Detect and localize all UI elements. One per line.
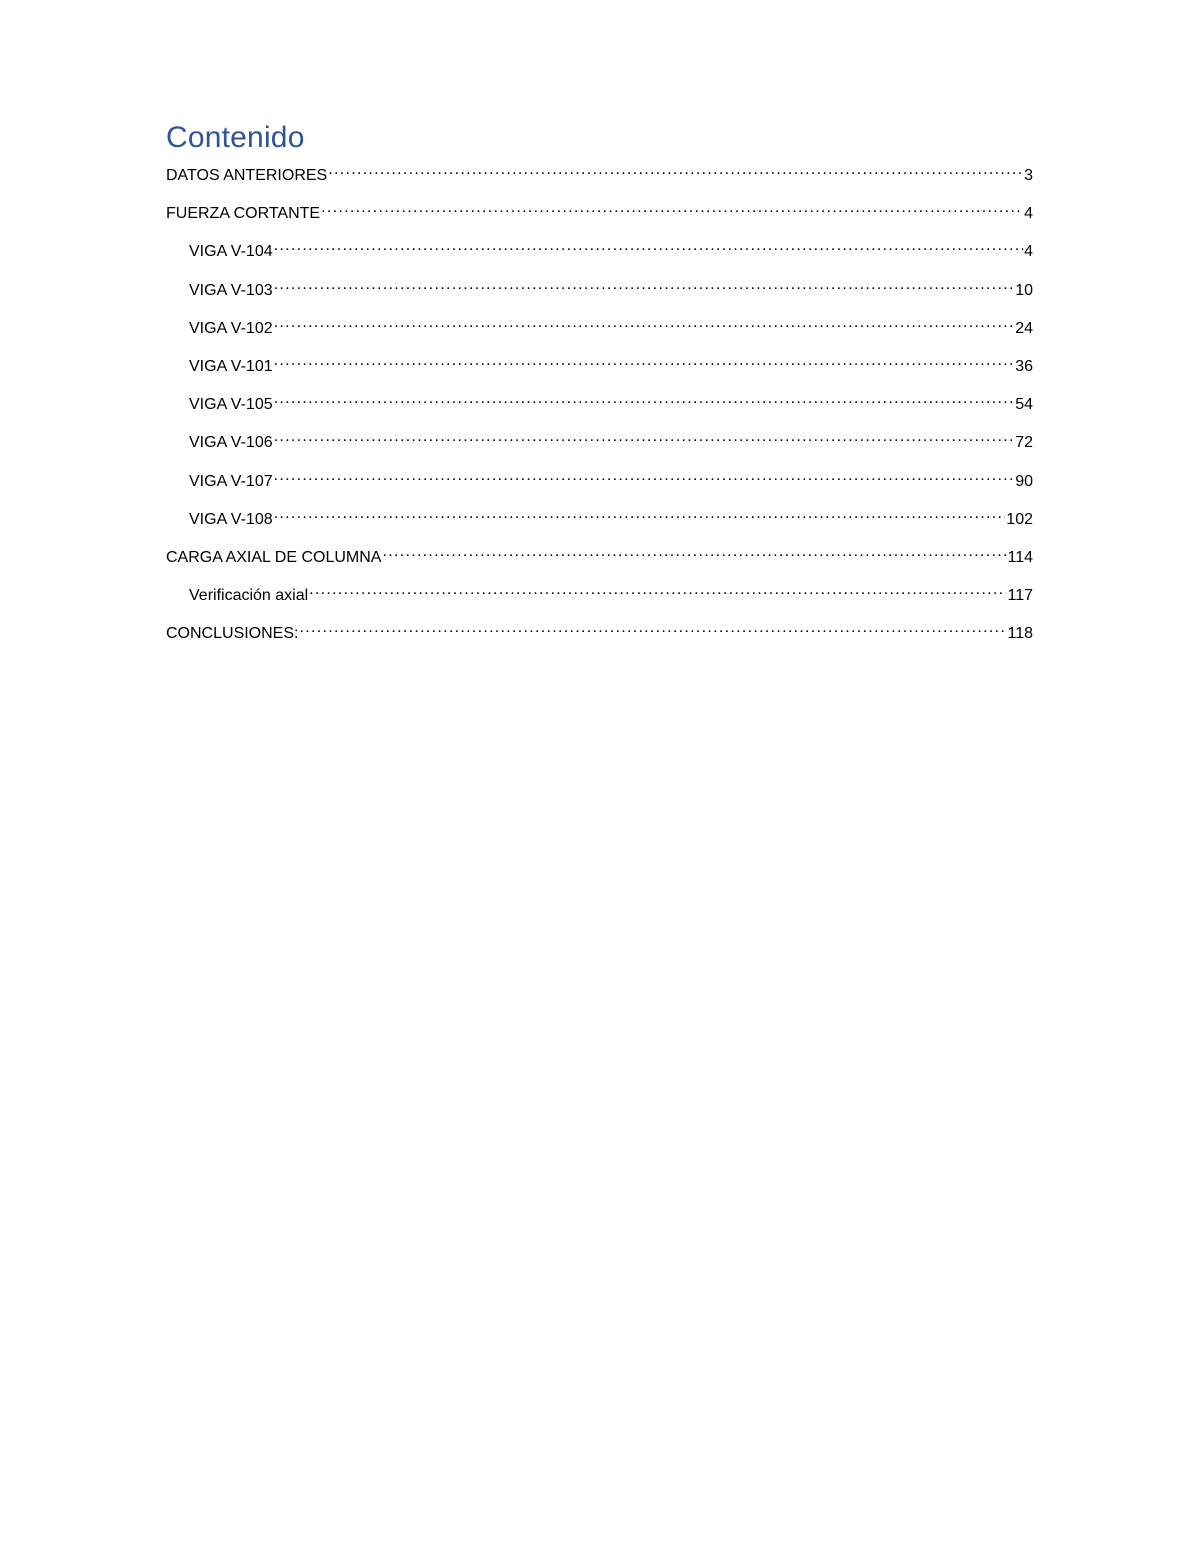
toc-dot-leader — [274, 389, 1015, 409]
toc-dot-leader — [274, 275, 1015, 295]
toc-entry-page: 36 — [1015, 357, 1033, 375]
toc-entry-page: 4 — [1024, 243, 1033, 261]
toc-dot-leader — [321, 198, 1023, 218]
toc-entry-viga-v-101[interactable] — [166, 351, 1033, 389]
toc-entry-label: VIGA V-104 — [189, 243, 273, 261]
toc-entry-page: 90 — [1015, 472, 1033, 490]
toc-entry-page: 102 — [1006, 510, 1033, 528]
toc-entry-viga-v-105[interactable] — [166, 389, 1033, 427]
toc-dot-leader — [274, 236, 1023, 256]
toc-entry-conclusiones[interactable] — [166, 618, 1033, 656]
toc-entry-viga-v-104[interactable] — [166, 236, 1033, 274]
toc-entry-label: VIGA V-103 — [189, 281, 273, 299]
toc-entry-label: VIGA V-106 — [189, 434, 273, 452]
toc-entry-carga-axial-de-columna[interactable] — [166, 542, 1033, 580]
toc-dot-leader — [274, 313, 1015, 333]
toc-entry-page: 72 — [1015, 434, 1033, 452]
toc-entry-label: Verificación axial — [189, 587, 309, 605]
toc-entry-fuerza-cortante[interactable] — [166, 198, 1033, 236]
toc-entry-label: VIGA V-107 — [189, 472, 273, 490]
toc-entry-viga-v-106[interactable] — [166, 427, 1033, 465]
toc-entry-page: 24 — [1015, 319, 1033, 337]
toc-entry-viga-v-103[interactable] — [166, 275, 1033, 313]
toc-entry-label: CONCLUSIONES: — [166, 625, 299, 643]
toc-entry-verificacion-axial[interactable] — [166, 580, 1033, 618]
toc-entry-page: 54 — [1015, 396, 1033, 414]
toc-entry-label: VIGA V-102 — [189, 319, 273, 337]
toc-entry-label: FUERZA CORTANTE — [166, 205, 321, 223]
toc-dot-leader — [309, 580, 1006, 600]
toc-dot-leader — [382, 542, 1006, 562]
toc-entry-page: 117 — [1007, 587, 1033, 605]
toc-title: Contenido — [166, 121, 305, 154]
toc-dot-leader — [274, 351, 1015, 371]
toc-entry-page: 114 — [1007, 548, 1033, 566]
toc-dot-leader — [274, 504, 1006, 524]
table-of-contents — [166, 118, 1033, 656]
toc-entry-page: 118 — [1007, 625, 1033, 643]
toc-entry-page: 10 — [1015, 281, 1033, 299]
toc-entry-page: 3 — [1024, 167, 1033, 184]
toc-entry-label: DATOS ANTERIORES — [166, 167, 328, 184]
toc-entry-label: VIGA V-108 — [189, 510, 273, 528]
toc-entry-label: CARGA AXIAL DE COLUMNA — [166, 548, 382, 566]
toc-entry-viga-v-108[interactable] — [166, 504, 1033, 542]
toc-dot-leader — [299, 618, 1006, 638]
toc-entry-viga-v-107[interactable] — [166, 466, 1033, 504]
toc-dot-leader — [274, 427, 1015, 447]
toc-entry-datos-anteriores[interactable] — [166, 160, 1033, 198]
toc-entry-page: 4 — [1024, 205, 1033, 223]
toc-entry-label: VIGA V-101 — [189, 357, 273, 375]
toc-dot-leader — [328, 160, 1023, 180]
toc-entry-viga-v-102[interactable] — [166, 313, 1033, 351]
toc-dot-leader — [274, 466, 1015, 486]
toc-entry-label: VIGA V-105 — [189, 396, 273, 414]
